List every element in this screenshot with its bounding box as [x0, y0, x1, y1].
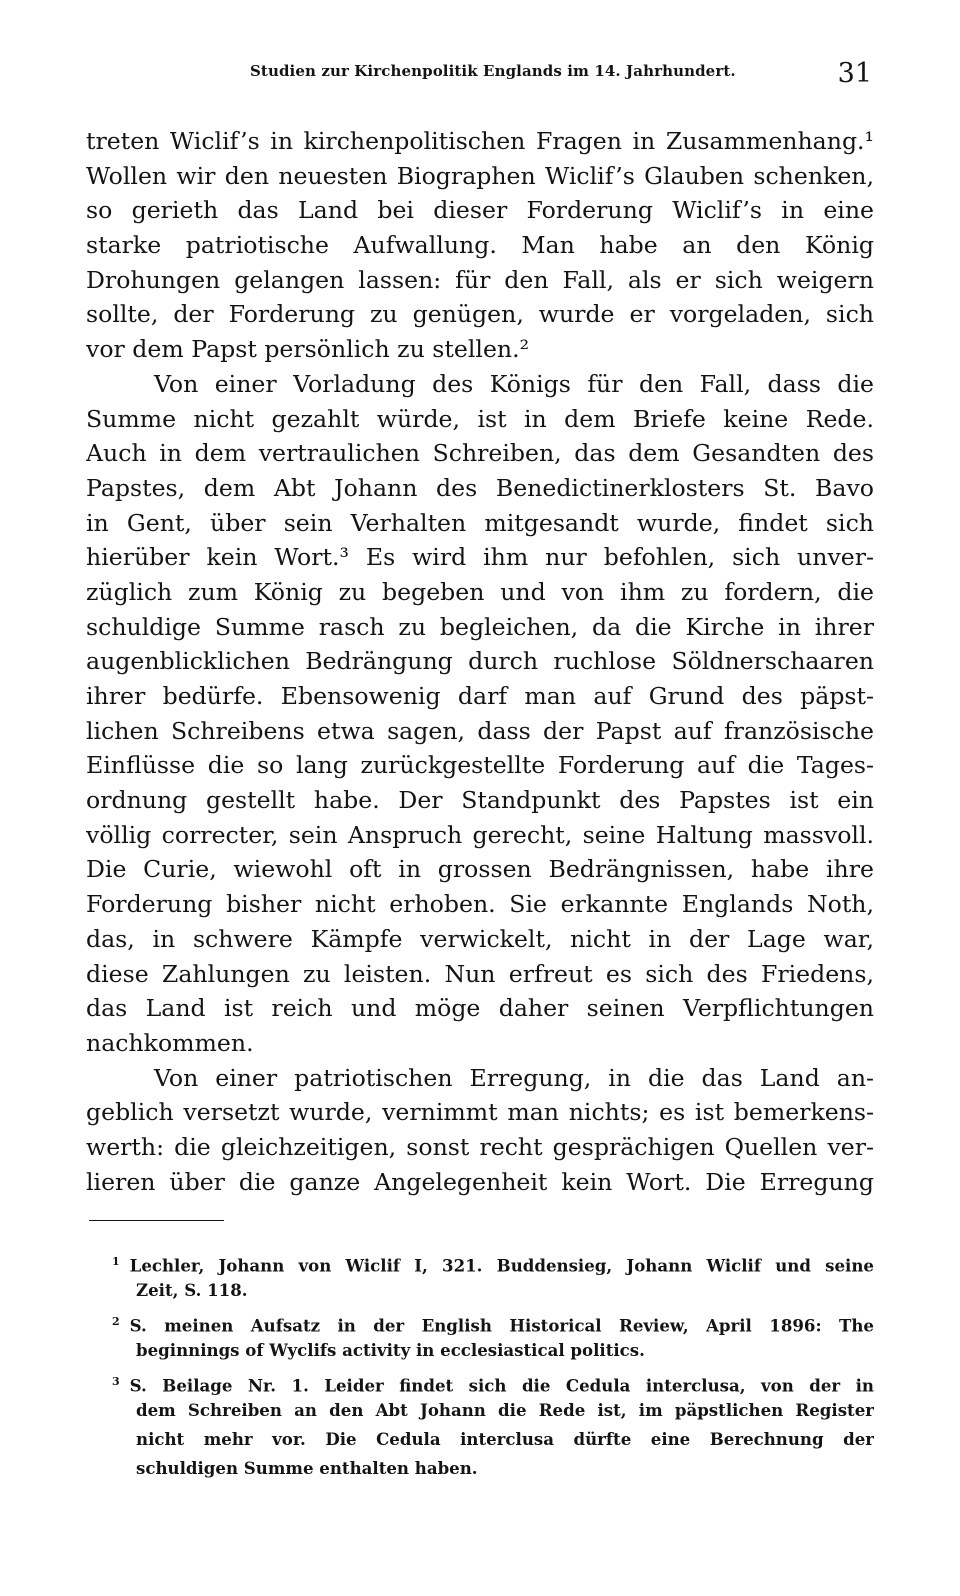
- text-line: ordnung gestellt habe. Der Standpunkt des Papstes ist ein: [86, 786, 874, 815]
- text-line: schuldige Summe rasch zu begleichen, da die Kirche in ihrer: [86, 612, 874, 641]
- text-line: das, in schwere Kämpfe verwickelt, nicht in der Lage war,: [86, 924, 874, 953]
- text-line: völlig correcter, sein Anspruch gerecht, seine Haltung massvoll.: [86, 820, 874, 849]
- text-line: Forderung bisher nicht erhoben. Sie erkannte Englands Noth,: [86, 890, 874, 919]
- text-line: das Land ist reich und möge daher seinen Verpflichtungen: [86, 994, 874, 1023]
- text-line: augenblicklichen Bedrängung durch ruchlose Söldnerschaaren: [86, 647, 874, 676]
- text-line: werth: die gleichzeitigen, sonst recht gesprächigen Quellen ver-: [86, 1132, 874, 1161]
- text-line: starke patriotische Aufwallung. Man habe an den König: [86, 231, 874, 260]
- footnote-text: Lechler, Johann von Wiclif I, 321. Buddensieg, Johann Wiclif und seine: [129, 1255, 874, 1276]
- text-line: lieren über die ganze Angelegenheit kein Wort. Die Erregung: [86, 1167, 874, 1196]
- page-number: 31: [837, 58, 872, 89]
- text-line: lichen Schreibens etwa sagen, dass der Papst auf französische: [86, 716, 874, 745]
- footnote-line: [86, 1367, 874, 1396]
- footnote-line: nicht mehr vor. Die Cedula interclusa dürfte eine Berechnung der: [136, 1429, 874, 1449]
- footnote-marker: 2: [112, 1315, 120, 1328]
- text-line: Auch in dem vertraulichen Schreiben, das dem Gesandten des: [86, 439, 874, 468]
- footnote-line: Zeit, S. 118.: [136, 1280, 248, 1300]
- footnote-text: S. Beilage Nr. 1. Leider findet sich die Cedula interclusa, von der in: [129, 1375, 874, 1396]
- text-line: ihrer bedürfe. Ebensowenig darf man auf Grund des päpst-: [86, 682, 874, 710]
- footnote-1: [86, 1247, 874, 1305]
- footnote-line: schuldigen Summe enthalten haben.: [136, 1458, 478, 1478]
- text-line: treten Wiclif’s in kirchenpolitischen Fragen in Zusammenhang.¹: [86, 127, 874, 155]
- text-line: vor dem Papst persönlich zu stellen.²: [86, 335, 530, 364]
- footnote-marker: 1: [112, 1255, 120, 1268]
- text-line: Drohungen gelangen lassen: für den Fall, als er sich weigern: [86, 265, 874, 294]
- text-line: so gerieth das Land bei dieser Forderung Wiclif’s in eine: [86, 196, 874, 225]
- text-line: nachkommen.: [86, 1028, 254, 1057]
- text-line: Einflüsse die so lang zurückgestellte Forderung auf die Tages-: [86, 751, 874, 780]
- text-line: geblich versetzt wurde, vernimmt man nichts; es ist bemerkens-: [86, 1098, 874, 1127]
- text-line: Von einer Vorladung des Königs für den Fall, dass die: [154, 369, 874, 398]
- footnote-line: [86, 1247, 874, 1276]
- footnote-line: [86, 1307, 874, 1336]
- text-line: Summe nicht gezahlt würde, ist in dem Briefe keine Rede.: [86, 404, 874, 433]
- text-line: diese Zahlungen zu leisten. Nun erfreut es sich des Friedens,: [86, 959, 874, 988]
- body-text: [86, 124, 874, 1199]
- footnote-line: beginnings of Wyclifs activity in ecclesiastical politics.: [136, 1340, 645, 1360]
- footnote-marker: 3: [112, 1375, 120, 1388]
- footnote-text: S. meinen Aufsatz in der English Historical Review, April 1896: The: [129, 1315, 874, 1336]
- text-line: sollte, der Forderung zu genügen, wurde er vorgeladen, sich: [86, 300, 874, 329]
- text-line: züglich zum König zu begeben und von ihm zu fordern, die: [86, 577, 874, 606]
- text-line: in Gent, über sein Verhalten mitgesandt wurde, findet sich: [86, 508, 874, 537]
- footnotes: [86, 1247, 874, 1485]
- text-line: hierüber kein Wort.³ Es wird ihm nur befohlen, sich unver-: [86, 543, 874, 572]
- running-head: Studien zur Kirchenpolitik Englands im 14. Jahrhundert.: [250, 62, 736, 80]
- footnote-3: [86, 1367, 874, 1483]
- text-line: Von einer patriotischen Erregung, in die das Land an-: [154, 1063, 874, 1092]
- footnote-line: dem Schreiben an den Abt Johann die Rede ist, im päpstlichen Register: [136, 1400, 874, 1420]
- text-line: Wollen wir den neuesten Biographen Wiclif’s Glauben schenken,: [86, 161, 874, 190]
- footnote-2: [86, 1307, 874, 1365]
- text-line: Die Curie, wiewohl oft in grossen Bedrängnissen, habe ihre: [86, 855, 874, 884]
- footnote-divider: [89, 1220, 224, 1221]
- text-line: Papstes, dem Abt Johann des Benedictinerklosters St. Bavo: [86, 473, 874, 502]
